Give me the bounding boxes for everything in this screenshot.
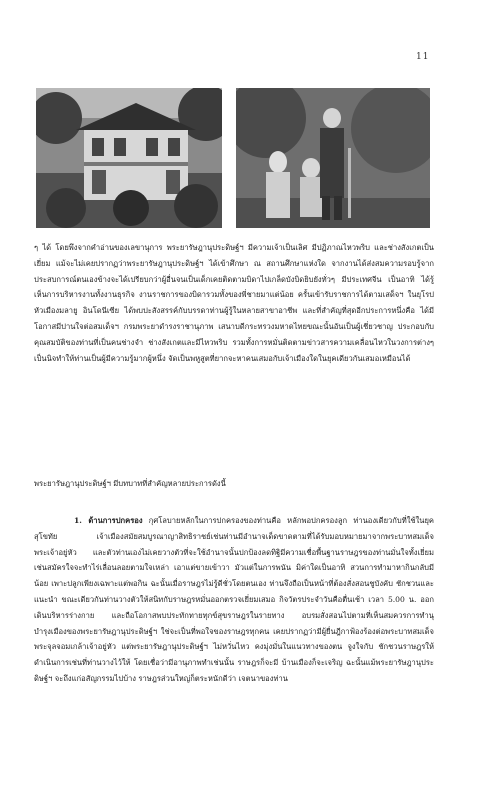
photo-statues-icon — [236, 88, 430, 228]
photo-house-icon — [36, 88, 222, 228]
paragraph-governance — [34, 513, 434, 773]
photo-house-graphic — [36, 88, 222, 228]
paragraph-intro: ๆ ได้ โดยพึงจากคำอ่านของเลขานุการ พระยารัษฎานุประดิษฐ์ฯ มีความเจ้าเป็นเลิศ มีปฏิภาณไหวพริบ และช่างสังเกตเป็นเยี่ยม แม้จะไม่เคยปรากฏว่าพระยารัษฎานุประดิษฐ์ฯ ได้เข้าศึกษา ณ สถานศึกษาแห่งใด จากงานได้ส่งสมความรอบรู้จากประสบการณ์ตนเองข้างจะได้เปรียบกว่าผู้อื่นจนเป็นเด็กเคยติดตามบิดาไปเกล็ดบังบิดยิบยังทั่วๆ มีประเทศจีน เป็นอาทิ ได้รู้เห็นการบริหารงานทั้งงานธุรกิจ งานราชการของบิดารวมทั้งของพี่ชายมาแต่น้อย ครั้นเข้ารับราชการได้ตามเสด็จฯ ในยุโรป หัวเมืองมลายู อินโดนีเซีย ได้พบปะสังสรรค์กับบรรดาท่านผู้รู้ในหลายสาขาอาชีพ และที่สำคัญที่สุดอีกประการหนึ่งคือ ได้มีโอกาสมีปานใจต่อสมเด็จฯ กรมพระยาดำรงราชานุภาพ เสนาบดีกระทรวงมหาดไทยขณะนั้นอันเป็นผู้เชี่ยวชาญ ประกอบกับคุณสมบัติของท่านที่เป็นคนช่างจำ ช่างสังเกตและมีไหวพริบ รวมทั้งการหมั่นติดตามข่าวสารความเคลื่อนไหวในวงการต่างๆ เป็นนิจทำให้ท่านเป็นผู้มีความรู้มากผู้หนึ่ง จัดเป็นพหูสูตที่ยากจะหาคนเสมอกับเจ้าเมืองใดในยุคเดียวกันเสมอเหมือนได้ — [34, 243, 434, 363]
photo-statues-graphic — [236, 88, 430, 228]
section-heading-governance: 1. ด้านการปกครอง — [74, 516, 143, 525]
page-number: 11 — [416, 52, 430, 62]
paragraph-roles-lead: พระยารัษฎานุประดิษฐ์ฯ มีบทบาทที่สำคัญหลายประการดังนี้ — [34, 479, 226, 488]
section-body-governance: กุศโลบายหลักในการปกครองของท่านคือ หลักพอปกครองลูก ท่านองเดียวกับที่ใช้ในยุคสุโขทัย เจ้าเมืองสมัยสมบูรณาญาสิทธิราชย์เช่นท่านมีอำนาจเด็ดขาดตามที่ได้รับมอบหมายมาจากพระบาทสมเด็จพระเจ้าอยู่หัว และตัวท่านเองไม่เคยวางตัวที่จะใช้อำนาจนั้นปกป้องลดทิฐิมีความเชื่อพื้นฐานราษฎรของท่านมั่นใจทั้งเยี่ยม เช่นสมัครใจจะทำไร่เลื่อนลอยตามใจเหล่า เอาแต่ขายเข้าวา มัวแต่ในการพนัน มิค่าใดเป็นอาทิ สวนการทำมาหากินกลับมีน้อย เพาะปลูกเพียงเฉพาะแต่พอกิน ฉะนั้นเมื่อราษฎรไม่รู้ดีชั่วโดยตนเอง ท่านจึงถือเป็นหน้าที่ต้องสั่งสอนชูบังคับ ชักชวนและแนะนำ ขณะเดียวกันท่านวางตัวให้สนิทกับราษฎรหมั่นออกตรวจเยี่ยมเสมอ กิจวัตรประจำวันคือตื่นเช้า เวลา 5.00 น. ออกเดินบริหารร่างกาย และถือโอกาสพบประทักทายทุกข์สุขราษฎรในรายทาง อบรมสั่งสอนไปตามที่เห็นสมควรการทำนุบำรุงเมืองของพระยารัษฎานุประดิษฐ์ฯ ใช่จะเป็นที่พอใจของราษฎรทุกคน เคยปรากฏว่ามีผู้ยื่นฎีกาฟ้องร้องต่อพระบาทสมเด็จพระจุลจอมเกล้าเจ้าอยู่หัว แต่พระยารัษฎานุประดิษฐ์ฯ ไม่หวั่นไหว คงมุ่งมั่นในแนวทางของตน จูงใจกับ ชักชวนราษฎรให้ดำเนินการเช่นที่ท่านวางไว้ให้ โดยเชื่อว่ามีอานุภาพทำเช่นนั้น ราษฎรก็จะมี บ้านเมืองก็จะเจริญ ฉะนั้นแม้พระยารัษฎานุประดิษฐ์ฯ จะถึงแก่อสัญกรรมไปบ้าง ราษฎรส่วนใหญ่ก็ตระหนักดีว่า เจตนาของท่าน — [34, 516, 434, 683]
